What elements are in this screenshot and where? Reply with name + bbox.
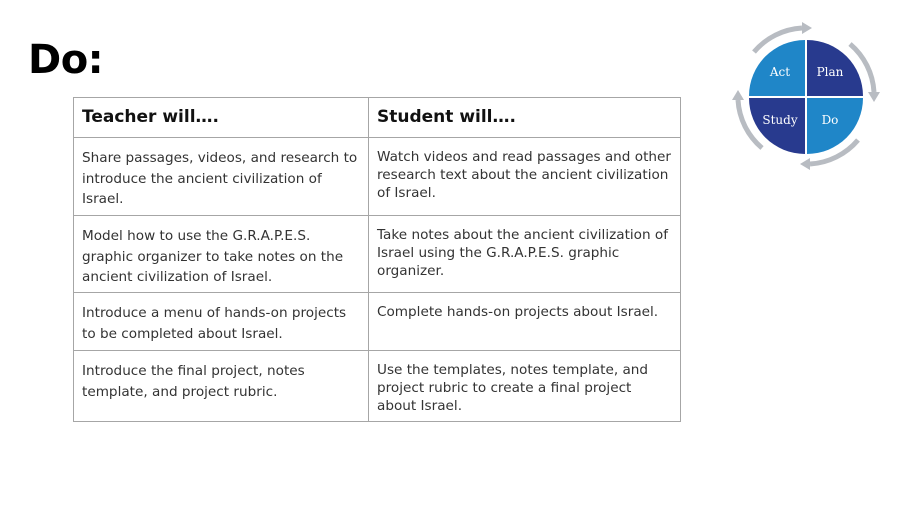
teacher-cell: Introduce the final project, notes template, and project rubric. (74, 351, 369, 422)
table-row (74, 293, 681, 351)
study-label: Study (762, 113, 798, 127)
plan-label: Plan (816, 65, 844, 79)
student-cell: Use the templates, notes template, and project rubric to create a final project about Israel. (369, 351, 681, 422)
table-header-row (74, 98, 681, 138)
teacher-cell: Model how to use the G.R.A.P.E.S. graphic organizer to take notes on the ancient civilization of Israel. (74, 216, 369, 293)
student-cell: Complete hands-on projects about Israel. (369, 293, 681, 351)
student-cell: Watch videos and read passages and other research text about the ancient civilization of Israel. (369, 138, 681, 216)
do-label: Do (821, 113, 839, 127)
teacher-column-header: Teacher will…. (74, 98, 369, 138)
teacher-cell: Share passages, videos, and research to introduce the ancient civilization of Israel. (74, 138, 369, 216)
student-cell: Take notes about the ancient civilization of Israel using the G.R.A.P.E.S. graphic organizer. (369, 216, 681, 293)
table-row (74, 138, 681, 216)
table-row (74, 351, 681, 422)
pdsa-cycle-diagram (730, 20, 882, 172)
teacher-cell: Introduce a menu of hands-on projects to be completed about Israel. (74, 293, 369, 351)
act-label: Act (769, 65, 791, 79)
cycle-wheel (749, 40, 863, 154)
student-column-header: Student will…. (369, 98, 681, 138)
table-row (74, 216, 681, 293)
slide-title: Do: (28, 37, 104, 83)
teacher-student-table (73, 97, 681, 422)
